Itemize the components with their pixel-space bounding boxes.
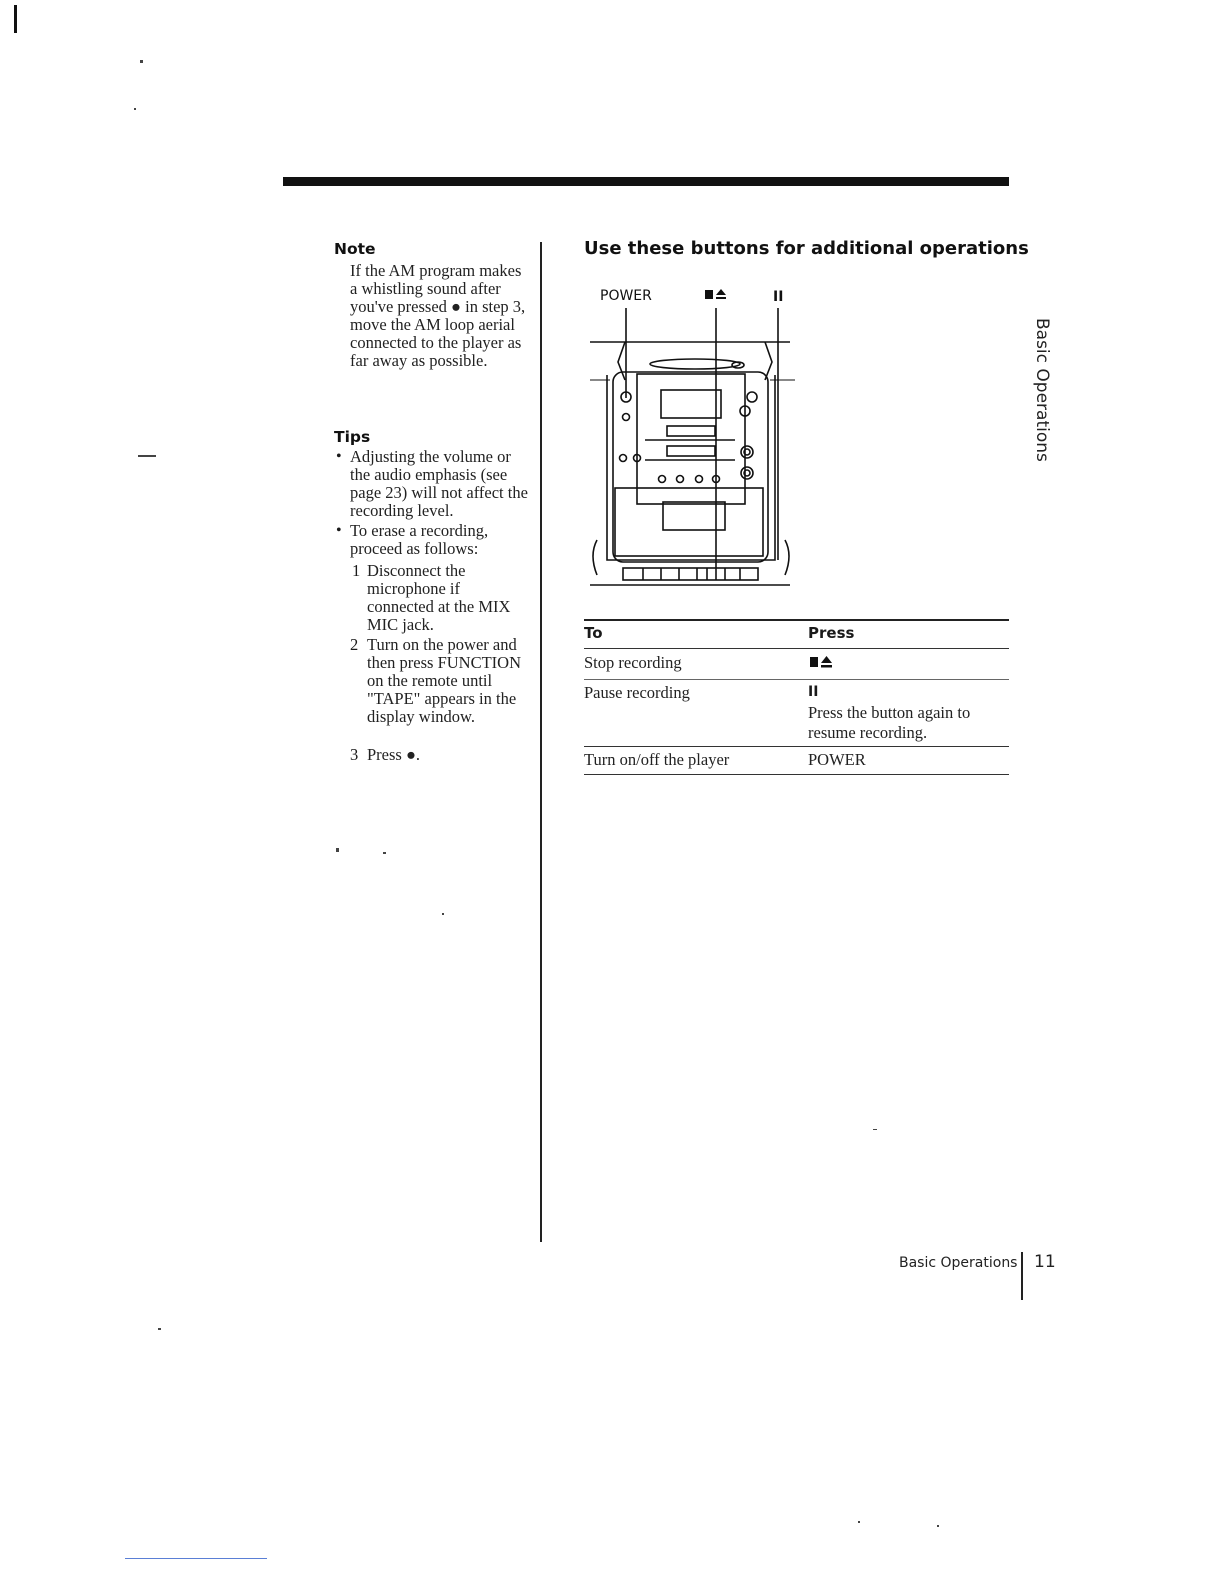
table-row-rule [584,679,1009,680]
scan-speck [873,1129,877,1130]
tip-bullet: • [336,448,342,465]
stop-eject-icon [808,652,838,672]
margin-mark [14,5,17,33]
scan-speck [336,848,339,852]
side-tab-label: Basic Operations [1032,318,1052,462]
footer-section-title: Basic Operations [899,1255,1018,1271]
tip-bullet: • [336,522,342,539]
table-row-rule [584,746,1009,747]
section-side-tab [1030,318,1056,473]
column-divider [540,242,542,1242]
step-number: 2 [350,635,359,654]
step-text: Turn on the power and then press FUNCTION on the remote until "TAPE" appears in the display window. [367,635,521,726]
table-cell-press: II [808,684,819,700]
scan-speck [937,1525,939,1527]
table-header-rule [584,648,1009,649]
table-header-press: Press [808,624,855,642]
table-cell-to: Pause recording [584,683,690,702]
table-header-to: To [584,624,603,642]
scan-edge-line [125,1558,267,1559]
header-rule [283,177,1009,186]
note-text: If the AM program makes a whistling sound after you've pressed ● in step 3, move the AM loop aerial connected to the player as far away as possible. [350,261,526,370]
step-number: 3 [350,745,359,764]
step-text: Disconnect the microphone if connected at the MIX MIC jack. [367,561,511,634]
step-number: 1 [352,561,361,580]
tip-item: Adjusting the volume or the audio emphasis (see page 23) will not affect the recording level. [350,447,528,520]
scan-speck [140,60,143,63]
table-cell-to: Turn on/off the player [584,750,730,769]
note-heading: Note [334,240,376,258]
footer-divider [1021,1252,1023,1300]
scan-speck [138,455,156,457]
table-cell-note: Press the button again to resume recording. [808,703,971,742]
operations-heading: Use these buttons for additional operations [584,238,1029,259]
scan-speck [134,108,136,110]
pause-callout-label: II [773,289,784,305]
scan-speck [858,1521,860,1523]
table-cell-to: Stop recording [584,653,682,672]
table-bottom-rule [584,774,1009,775]
table-cell-press: POWER [808,750,866,769]
scan-speck [442,913,444,915]
scan-speck [383,852,386,854]
stop-eject-callout-icon [705,289,726,299]
player-diagram [585,280,800,600]
tips-heading: Tips [334,428,371,446]
step-text: Press ●. [367,745,421,764]
tip-item: To erase a recording, proceed as follows: [350,521,489,558]
page-number: 11 [1034,1252,1056,1272]
scan-speck [158,1328,161,1330]
power-callout-label: POWER [600,288,652,304]
table-top-rule [584,619,1009,621]
